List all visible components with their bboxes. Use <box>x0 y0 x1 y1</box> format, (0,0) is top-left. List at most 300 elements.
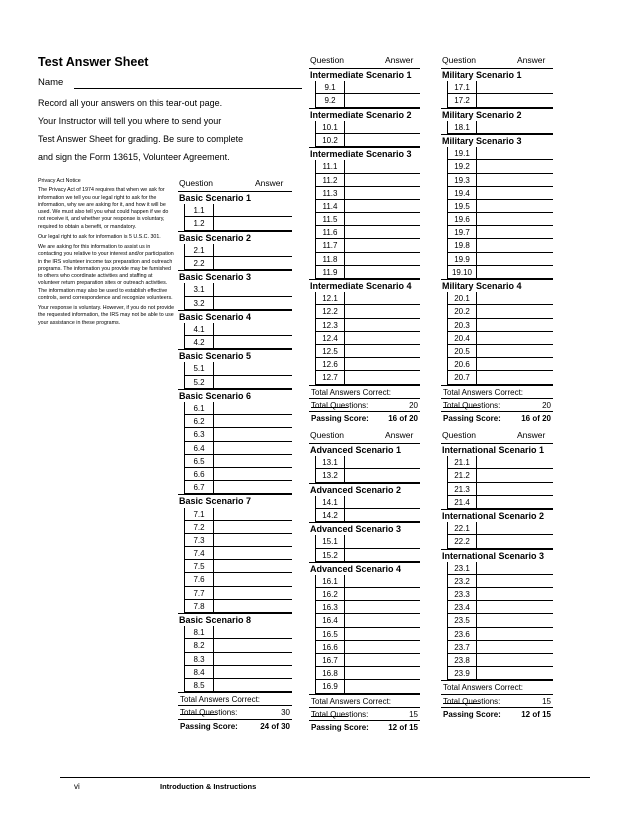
answer-field[interactable] <box>477 628 553 641</box>
question-row <box>441 456 553 469</box>
answer-field[interactable] <box>477 200 553 213</box>
question-number: 13.1 <box>315 456 345 469</box>
answer-field[interactable] <box>345 496 420 509</box>
scenario-heading: International Scenario 2 <box>441 509 553 522</box>
passing-score-value: 24 of 30 <box>260 721 290 731</box>
answer-field[interactable] <box>345 332 420 345</box>
question-row <box>441 535 553 548</box>
answer-field[interactable] <box>214 244 292 257</box>
question-number: 22.2 <box>447 535 477 548</box>
question-number: 13.2 <box>315 469 345 482</box>
answer-field[interactable] <box>477 305 553 318</box>
answer-field[interactable] <box>477 345 553 358</box>
question-row <box>441 174 553 187</box>
question-number: 7.7 <box>184 587 214 600</box>
answer-field[interactable] <box>214 323 292 336</box>
question-number: 20.1 <box>447 292 477 305</box>
answer-field[interactable] <box>214 362 292 375</box>
question-number: 23.8 <box>447 654 477 667</box>
answer-field[interactable] <box>345 213 420 226</box>
question-number: 2.1 <box>184 244 214 257</box>
question-row <box>178 560 292 573</box>
question-row <box>178 428 292 441</box>
question-row <box>309 575 420 588</box>
question-row <box>178 217 292 230</box>
question-row <box>178 626 292 639</box>
scenario-heading: Military Scenario 3 <box>441 134 553 147</box>
question-row <box>309 469 420 482</box>
answer-field[interactable] <box>214 455 292 468</box>
answer-field[interactable] <box>345 305 420 318</box>
page-title: Test Answer Sheet <box>38 55 149 69</box>
question-row <box>309 319 420 332</box>
question-row <box>178 323 292 336</box>
question-number: 21.2 <box>447 469 477 482</box>
question-row <box>309 345 420 358</box>
score-summary <box>441 385 553 425</box>
answer-field[interactable] <box>345 628 420 641</box>
answer-field[interactable] <box>214 283 292 296</box>
question-number: 19.8 <box>447 239 477 252</box>
score-summary <box>309 694 420 734</box>
answer-field[interactable] <box>477 535 553 548</box>
answer-field[interactable] <box>477 332 553 345</box>
answer-header: Answer <box>517 430 546 440</box>
question-row <box>309 641 420 654</box>
question-row <box>309 266 420 279</box>
total-correct-row <box>309 694 420 707</box>
question-number: 11.5 <box>315 213 345 226</box>
answer-block <box>441 55 553 424</box>
question-row <box>441 628 553 641</box>
question-number: 8.2 <box>184 639 214 652</box>
question-number: 5.2 <box>184 376 214 389</box>
question-number: 15.1 <box>315 535 345 548</box>
question-row <box>178 244 292 257</box>
question-number: 23.5 <box>447 614 477 627</box>
question-number: 11.1 <box>315 160 345 173</box>
question-number: 9.2 <box>315 94 345 107</box>
answer-field[interactable] <box>477 253 553 266</box>
question-row <box>441 614 553 627</box>
question-row <box>441 239 553 252</box>
instruction-line: and sign the Form 13615, Volunteer Agreement. <box>38 152 230 162</box>
question-row <box>309 654 420 667</box>
answer-field[interactable] <box>214 217 292 230</box>
question-row <box>309 187 420 200</box>
question-row <box>441 226 553 239</box>
question-number: 16.6 <box>315 641 345 654</box>
answer-field[interactable] <box>345 160 420 173</box>
answer-field[interactable] <box>477 483 553 496</box>
answer-field[interactable] <box>345 239 420 252</box>
answer-field[interactable] <box>477 667 553 680</box>
answer-field[interactable] <box>214 468 292 481</box>
answer-field[interactable] <box>345 680 420 693</box>
question-number: 7.5 <box>184 560 214 573</box>
answer-field[interactable] <box>214 534 292 547</box>
total-questions-row <box>441 694 553 707</box>
question-row <box>309 200 420 213</box>
answer-field[interactable] <box>214 639 292 652</box>
question-number: 12.1 <box>315 292 345 305</box>
total-questions-row <box>441 398 553 411</box>
question-row <box>441 575 553 588</box>
answer-field[interactable] <box>477 575 553 588</box>
total-questions-label: Total Questions: <box>311 400 369 410</box>
answer-field[interactable] <box>477 496 553 509</box>
privacy-paragraph: Our legal right to ask for information is 5 U.S.C. 301. <box>38 233 161 240</box>
question-number: 16.5 <box>315 628 345 641</box>
question-number: 6.1 <box>184 402 214 415</box>
question-number: 1.1 <box>184 204 214 217</box>
answer-field[interactable] <box>214 481 292 494</box>
question-number: 19.4 <box>447 187 477 200</box>
passing-score-value: 12 of 15 <box>388 722 418 732</box>
question-row <box>441 667 553 680</box>
scenario-heading: Basic Scenario 4 <box>178 310 292 323</box>
question-number: 9.1 <box>315 81 345 94</box>
name-field[interactable] <box>74 88 302 89</box>
score-summary <box>309 385 420 425</box>
answer-field[interactable] <box>214 653 292 666</box>
question-number: 11.4 <box>315 200 345 213</box>
answer-field[interactable] <box>214 376 292 389</box>
answer-field[interactable] <box>345 226 420 239</box>
question-row <box>441 187 553 200</box>
question-row <box>309 305 420 318</box>
answer-field[interactable] <box>214 679 292 692</box>
score-summary <box>178 692 292 732</box>
answer-field[interactable] <box>477 121 553 134</box>
answer-field[interactable] <box>477 147 553 160</box>
answer-field[interactable] <box>214 666 292 679</box>
answer-field[interactable] <box>477 654 553 667</box>
answer-field[interactable] <box>345 94 420 107</box>
question-row <box>178 297 292 310</box>
question-row <box>309 239 420 252</box>
answer-field[interactable] <box>477 562 553 575</box>
question-number: 8.4 <box>184 666 214 679</box>
passing-score-row <box>441 411 553 424</box>
answer-field[interactable] <box>345 667 420 680</box>
scenario-heading: Advanced Scenario 1 <box>309 443 420 456</box>
answer-field[interactable] <box>345 200 420 213</box>
privacy-paragraph: The Privacy Act of 1974 requires that when we ask for information we tell you our legal right to ask for the information, why we are asking for it, and how it will be used. We must also tell you what could happen if we do not receive it, and whether your response is voluntary, required to obtain a benefit, or mandatory. <box>38 187 169 230</box>
question-number: 11.3 <box>315 187 345 200</box>
question-number: 12.6 <box>315 358 345 371</box>
question-number: 19.5 <box>447 200 477 213</box>
total-correct-row <box>441 680 553 693</box>
question-row <box>441 641 553 654</box>
answer-field[interactable] <box>345 266 420 279</box>
answer-field[interactable] <box>477 614 553 627</box>
question-row <box>441 469 553 482</box>
answer-field[interactable] <box>345 469 420 482</box>
question-row <box>309 292 420 305</box>
scenario-heading: Intermediate Scenario 1 <box>309 68 420 81</box>
total-questions-row <box>309 707 420 720</box>
passing-score-value: 12 of 15 <box>521 709 551 719</box>
total-correct-label: Total Answers Correct: <box>443 387 524 397</box>
question-row <box>178 204 292 217</box>
answer-block <box>309 55 420 424</box>
question-number: 21.4 <box>447 496 477 509</box>
answer-header: Answer <box>385 55 414 65</box>
answer-field[interactable] <box>477 174 553 187</box>
answer-field[interactable] <box>214 521 292 534</box>
answer-field[interactable] <box>345 187 420 200</box>
question-row <box>309 358 420 371</box>
question-number: 6.6 <box>184 468 214 481</box>
passing-score-label: Passing Score: <box>311 722 369 732</box>
total-correct-label: Total Answers Correct: <box>180 695 261 705</box>
answer-field[interactable] <box>214 442 292 455</box>
answer-field[interactable] <box>345 174 420 187</box>
total-questions-value: 15 <box>409 709 418 719</box>
question-number: 16.4 <box>315 614 345 627</box>
column-header <box>178 178 292 191</box>
answer-field[interactable] <box>345 509 420 522</box>
answer-field[interactable] <box>477 292 553 305</box>
question-row <box>178 547 292 560</box>
answer-block <box>309 430 420 733</box>
question-row <box>178 666 292 679</box>
scenario-heading: Basic Scenario 2 <box>178 231 292 244</box>
total-questions-value: 15 <box>542 696 551 706</box>
answer-field[interactable] <box>477 522 553 535</box>
question-row <box>309 509 420 522</box>
answer-field[interactable] <box>214 573 292 586</box>
question-row <box>441 496 553 509</box>
question-row <box>441 213 553 226</box>
answer-field[interactable] <box>345 641 420 654</box>
answer-field[interactable] <box>345 358 420 371</box>
answer-field[interactable] <box>345 588 420 601</box>
total-questions-row <box>178 705 292 718</box>
total-questions-value: 30 <box>281 708 290 718</box>
question-row <box>309 160 420 173</box>
answer-field[interactable] <box>214 402 292 415</box>
instruction-line: Test Answer Sheet for grading. Be sure to complete <box>38 134 244 144</box>
instructions <box>38 94 298 166</box>
question-row <box>441 522 553 535</box>
question-number: 11.9 <box>315 266 345 279</box>
question-row <box>441 121 553 134</box>
question-number: 12.2 <box>315 305 345 318</box>
footer-divider <box>60 777 590 778</box>
question-row <box>178 376 292 389</box>
question-number: 19.7 <box>447 226 477 239</box>
question-number: 3.1 <box>184 283 214 296</box>
answer-field[interactable] <box>477 94 553 107</box>
answer-field[interactable] <box>214 415 292 428</box>
question-row <box>441 601 553 614</box>
answer-field[interactable] <box>477 266 553 279</box>
scenario-heading: Advanced Scenario 3 <box>309 522 420 535</box>
scenario-heading: Advanced Scenario 4 <box>309 562 420 575</box>
question-number: 10.1 <box>315 121 345 134</box>
question-number: 16.2 <box>315 588 345 601</box>
question-row <box>441 332 553 345</box>
question-number: 16.7 <box>315 654 345 667</box>
question-number: 19.6 <box>447 213 477 226</box>
question-row <box>441 319 553 332</box>
question-row <box>178 481 292 494</box>
question-number: 21.3 <box>447 483 477 496</box>
passing-score-label: Passing Score: <box>443 709 501 719</box>
answer-field[interactable] <box>345 81 420 94</box>
question-number: 20.6 <box>447 358 477 371</box>
answer-field[interactable] <box>214 626 292 639</box>
question-row <box>178 639 292 652</box>
answer-field[interactable] <box>477 319 553 332</box>
total-correct-label: Total Answers Correct: <box>443 683 524 693</box>
question-number: 11.2 <box>315 174 345 187</box>
passing-score-row <box>309 411 420 424</box>
question-number: 20.3 <box>447 319 477 332</box>
answer-field[interactable] <box>477 226 553 239</box>
answer-field[interactable] <box>477 588 553 601</box>
question-number: 6.2 <box>184 415 214 428</box>
answer-field[interactable] <box>345 292 420 305</box>
scenario-heading: Basic Scenario 3 <box>178 270 292 283</box>
question-row <box>178 283 292 296</box>
scenario-heading: Basic Scenario 8 <box>178 613 292 626</box>
question-row <box>178 508 292 521</box>
answer-field[interactable] <box>345 575 420 588</box>
question-number: 8.3 <box>184 653 214 666</box>
passing-score-row <box>309 720 420 733</box>
question-number: 12.7 <box>315 371 345 384</box>
answer-field[interactable] <box>345 456 420 469</box>
total-correct-label: Total Answers Correct: <box>311 696 392 706</box>
answer-header: Answer <box>255 178 284 188</box>
answer-field[interactable] <box>345 535 420 548</box>
instruction-line: Record all your answers on this tear-out page. <box>38 98 223 108</box>
answer-field[interactable] <box>345 121 420 134</box>
answer-field[interactable] <box>345 614 420 627</box>
question-row <box>309 614 420 627</box>
answer-field[interactable] <box>345 134 420 147</box>
question-row <box>178 415 292 428</box>
question-number: 20.2 <box>447 305 477 318</box>
answer-field[interactable] <box>477 469 553 482</box>
question-row <box>441 345 553 358</box>
answer-field[interactable] <box>477 371 553 384</box>
question-number: 11.7 <box>315 239 345 252</box>
question-number: 19.3 <box>447 174 477 187</box>
answer-field[interactable] <box>477 601 553 614</box>
answer-field[interactable] <box>345 253 420 266</box>
total-correct-row <box>441 385 553 398</box>
question-row <box>178 600 292 613</box>
scenario-heading: Advanced Scenario 2 <box>309 483 420 496</box>
answer-header: Answer <box>385 430 414 440</box>
total-questions-label: Total Questions: <box>443 400 501 410</box>
question-number: 20.4 <box>447 332 477 345</box>
scenario-heading: Intermediate Scenario 4 <box>309 279 420 292</box>
question-row <box>178 336 292 349</box>
question-row <box>309 535 420 548</box>
passing-score-row <box>441 707 553 720</box>
question-row <box>309 456 420 469</box>
answer-field[interactable] <box>214 600 292 613</box>
answer-field[interactable] <box>214 428 292 441</box>
question-row <box>441 371 553 384</box>
question-row <box>178 362 292 375</box>
total-correct-label: Total Answers Correct: <box>311 387 392 397</box>
question-row <box>309 226 420 239</box>
answer-field[interactable] <box>477 187 553 200</box>
question-row <box>178 679 292 692</box>
answer-field[interactable] <box>345 345 420 358</box>
question-number: 12.4 <box>315 332 345 345</box>
question-row <box>309 588 420 601</box>
scenario-heading: Basic Scenario 6 <box>178 389 292 402</box>
question-number: 23.6 <box>447 628 477 641</box>
answer-field[interactable] <box>477 456 553 469</box>
question-number: 10.2 <box>315 134 345 147</box>
total-questions-row <box>309 398 420 411</box>
question-number: 7.1 <box>184 508 214 521</box>
question-row <box>178 257 292 270</box>
answer-field[interactable] <box>477 160 553 173</box>
question-row <box>309 213 420 226</box>
answer-field[interactable] <box>345 654 420 667</box>
page-number: vi <box>74 782 80 791</box>
answer-field[interactable] <box>345 549 420 562</box>
question-row <box>178 573 292 586</box>
scenario-heading: Military Scenario 4 <box>441 279 553 292</box>
question-header: Question <box>179 178 214 188</box>
privacy-act-notice <box>38 178 175 330</box>
total-questions-label: Total Questions: <box>443 696 501 706</box>
answer-field[interactable] <box>214 336 292 349</box>
question-number: 14.2 <box>315 509 345 522</box>
answer-field[interactable] <box>214 547 292 560</box>
answer-field[interactable] <box>345 371 420 384</box>
answer-field[interactable] <box>214 508 292 521</box>
answer-field[interactable] <box>345 319 420 332</box>
answer-field[interactable] <box>214 587 292 600</box>
question-number: 20.7 <box>447 371 477 384</box>
answer-field[interactable] <box>214 297 292 310</box>
question-number: 5.1 <box>184 362 214 375</box>
answer-field[interactable] <box>214 204 292 217</box>
answer-field[interactable] <box>477 81 553 94</box>
question-row <box>309 253 420 266</box>
scenario-heading: Intermediate Scenario 3 <box>309 147 420 160</box>
question-number: 7.2 <box>184 521 214 534</box>
question-row <box>441 81 553 94</box>
answer-field[interactable] <box>477 213 553 226</box>
question-number: 16.3 <box>315 601 345 614</box>
question-row <box>441 94 553 107</box>
answer-field[interactable] <box>345 601 420 614</box>
question-number: 23.9 <box>447 667 477 680</box>
column-header <box>441 55 553 68</box>
answer-field[interactable] <box>214 560 292 573</box>
question-number: 23.2 <box>447 575 477 588</box>
footer-section-title: Introduction & Instructions <box>160 782 257 791</box>
answer-field[interactable] <box>214 257 292 270</box>
question-number: 12.5 <box>315 345 345 358</box>
question-number: 6.7 <box>184 481 214 494</box>
answer-field[interactable] <box>477 239 553 252</box>
answer-field[interactable] <box>477 358 553 371</box>
answer-field[interactable] <box>477 641 553 654</box>
